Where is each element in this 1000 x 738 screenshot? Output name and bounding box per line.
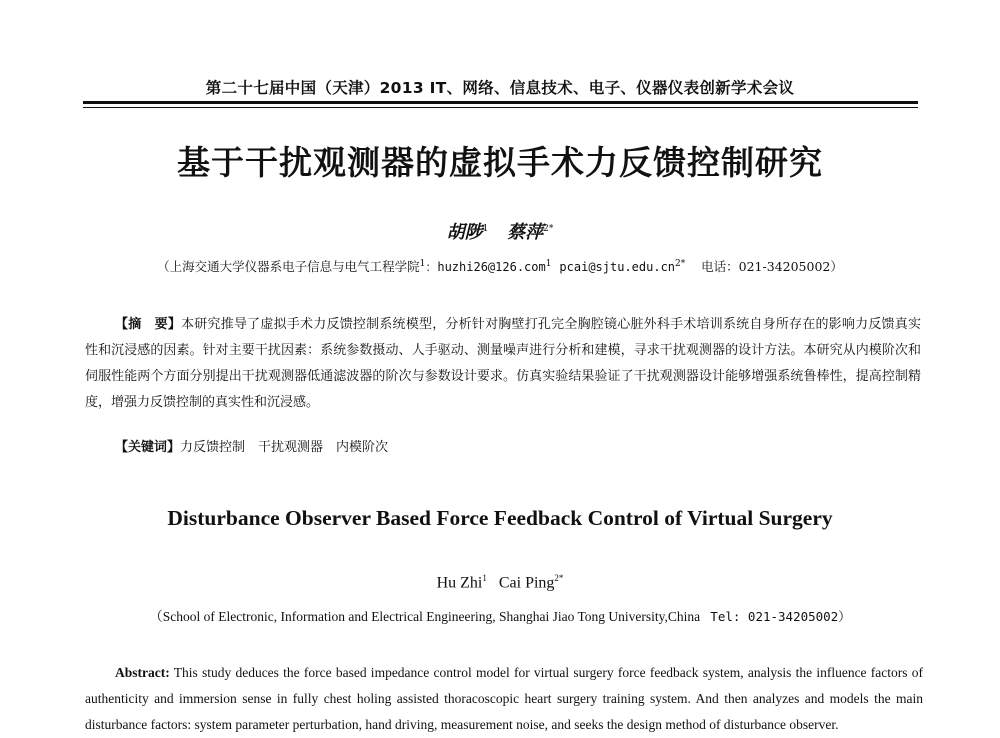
affiliation-en-text: （School of Electronic, Information and Electrical Engineering, Shanghai Jiao Tong University,China <box>149 609 701 624</box>
author-1-en: Hu Zhi <box>436 574 483 592</box>
author-2-cn: 蔡萍 <box>507 222 544 243</box>
email-1: ：huzhi26@126.com <box>425 260 546 274</box>
authors-en <box>0 573 1000 592</box>
phone-cn: 电话：021-34205002） <box>701 259 843 274</box>
email-2-mark: 2* <box>675 258 686 269</box>
affiliation-cn-text: （上海交通大学仪器系电子信息与电气工程学院 <box>157 259 420 274</box>
header-rule-thin <box>83 107 918 108</box>
paper-title-cn: 基于干扰观测器的虚拟手术力反馈控制研究 <box>177 143 823 182</box>
author-2-cn-mark: 2* <box>543 224 554 234</box>
abstract-cn-text: 本研究推导了虚拟手术力反馈控制系统模型，分析针对胸壁打孔完全胸腔镜心脏外科手术培训系统自身所存在的影响力反馈真实性和沉浸感的因素。针对主要干扰因素：系统参数摄动、人手驱动、测量噪声进行分析和建模，寻求干扰观测器的设计方法。本研究从内模阶次和伺服性能两个方面分别提出干扰观测器低通滤波器的阶次与参数设计要求。仿真实验结果验证了干扰观测器设计能够增强系统鲁棒性，提高控制精度，增强力反馈控制的真实性和沉浸感。 <box>85 317 921 410</box>
abstract-en <box>85 660 923 738</box>
abstract-en-label: Abstract: <box>115 665 170 680</box>
conference-header: 第二十七届中国（天津）2013 IT、网络、信息技术、电子、仪器仪表创新学术会议 <box>205 79 795 97</box>
email-2: pcai@sjtu.edu.cn <box>559 260 676 274</box>
affiliation-cn <box>0 257 1000 275</box>
keywords-cn-text: 力反馈控制 干扰观测器 内模阶次 <box>180 440 389 455</box>
header-rule-thick <box>83 101 918 104</box>
keywords-cn-label: 【关键词】 <box>115 440 181 455</box>
affiliation-en <box>0 605 1000 625</box>
email-1-mark: 1 <box>545 258 552 269</box>
abstract-en-text: This study deduces the force based impedance control model for virtual surgery force feedback system, analysis the influence factors of authenticity and immersion sense in fully chest holing assisted thoracoscopic heart surgery training system. And then analyzes and models the main disturbance factors: system parameter perturbation, hand driving, measurement noise, and seeks the design method of disturbance observer. <box>85 665 923 732</box>
author-1-cn: 胡陟 <box>446 222 483 243</box>
author-2-en-mark: 2* <box>554 573 564 583</box>
author-1-cn-mark: 1 <box>482 224 489 234</box>
phone-en: Tel: 021-34205002） <box>710 609 851 624</box>
abstract-cn-label: 【摘 要】 <box>115 317 182 332</box>
paper-title-en: Disturbance Observer Based Force Feedback Control of Virtual Surgery <box>167 506 833 530</box>
author-1-en-mark: 1 <box>482 573 487 583</box>
authors-cn <box>0 218 1000 244</box>
keywords-cn <box>115 436 388 455</box>
abstract-cn <box>85 312 921 416</box>
affiliation-cn-mark: 1 <box>419 258 426 269</box>
author-2-en: Cai Ping <box>498 574 555 592</box>
